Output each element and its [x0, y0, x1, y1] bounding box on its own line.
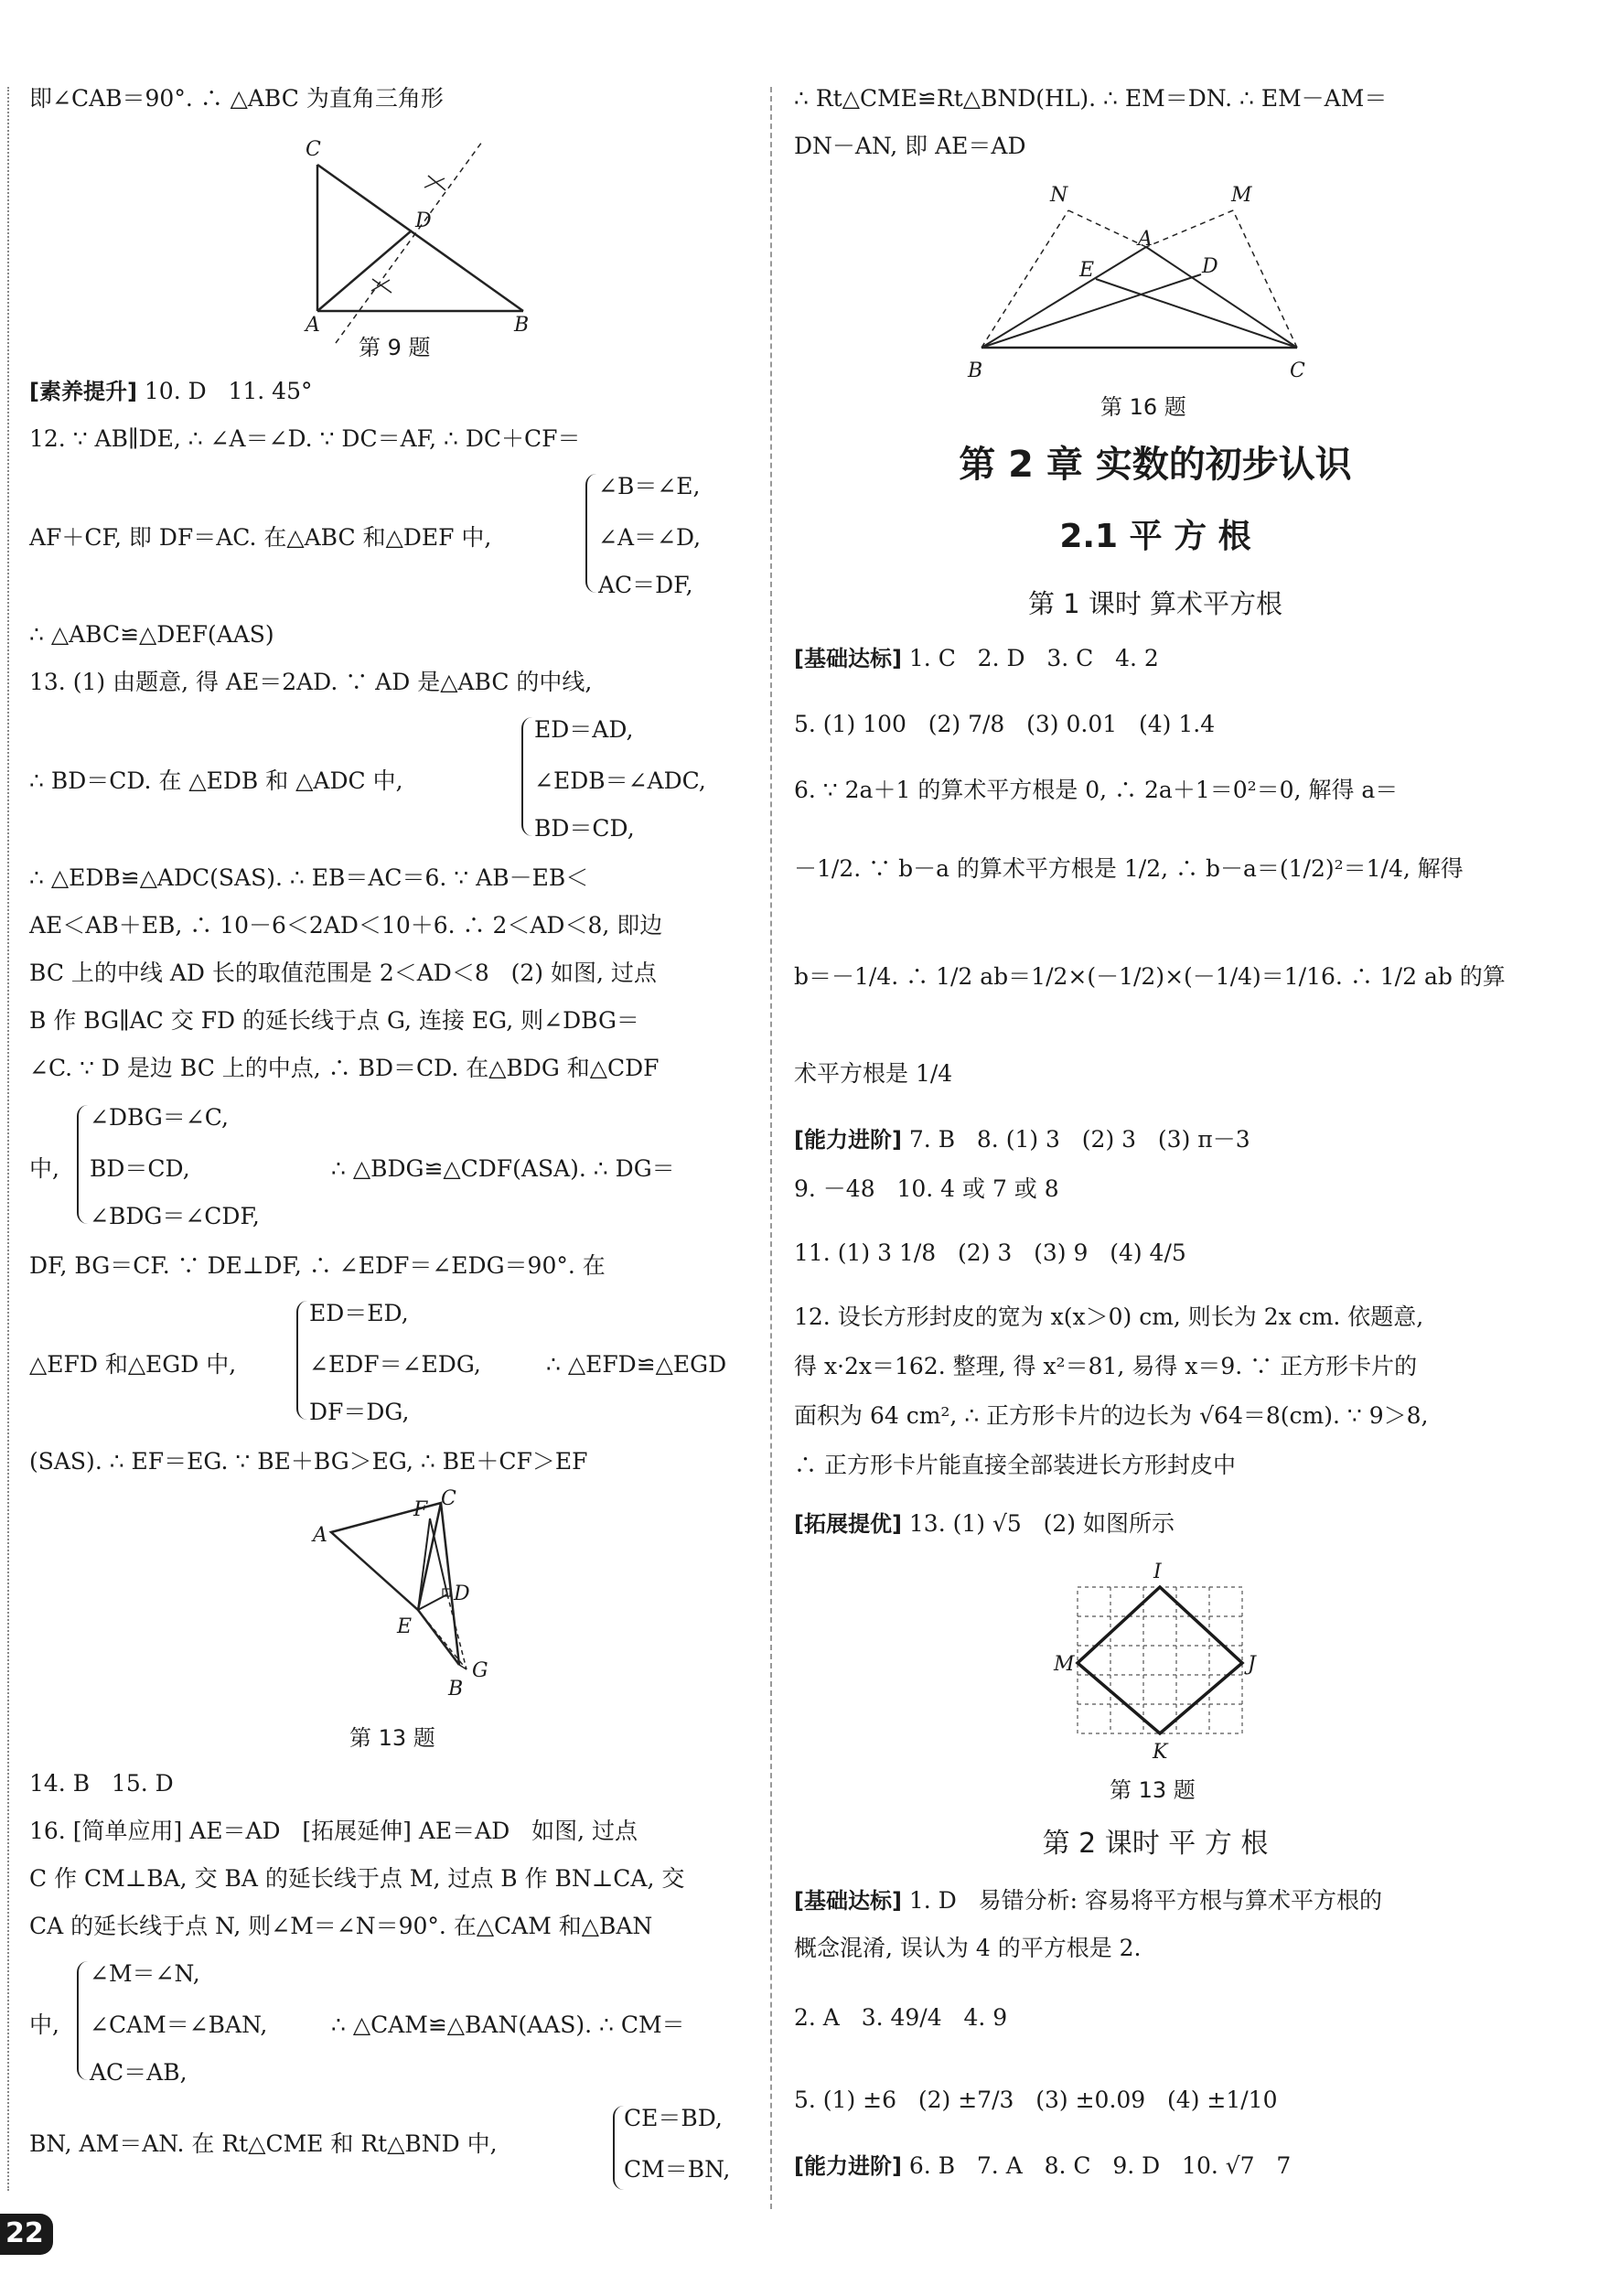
text-line: ∴ △EFD≌△EGD: [546, 1351, 727, 1378]
condition: ∠A＝∠D,: [598, 524, 702, 551]
text-line: (SAS). ∴ EF＝EG. ∵ BE＋BG＞EG, ∴ BE＋CF＞EF: [29, 1448, 588, 1475]
text-line: ∴ △ABC≌△DEF(AAS): [29, 621, 274, 648]
label-a: A: [306, 314, 320, 337]
equation-brace: [585, 474, 596, 593]
condition: ∠CAM＝∠BAN,: [90, 2012, 268, 2038]
text-line: 13. (1) 由题意, 得 AE＝2AD. ∵ AD 是△ABC 的中线,: [29, 669, 593, 695]
label-b: B: [448, 1678, 464, 1697]
text-line: BN, AM＝AN. 在 Rt△CME 和 Rt△BND 中,: [29, 2130, 498, 2157]
text-line: 得 x·2x＝162. 整理, 得 x²＝81, 易得 x＝9. ∵ 正方形卡片的: [794, 1353, 1418, 1379]
label-e: E: [397, 1615, 413, 1638]
label-n: N: [1050, 184, 1068, 207]
left-margin-rule: [7, 87, 9, 2191]
text-line: [794, 2151, 1291, 2181]
condition: DF＝DG,: [309, 1399, 410, 1425]
equation-brace: [613, 2106, 624, 2190]
section-tag: [素养提升]: [29, 379, 137, 404]
text-line: 面积为 64 cm², ∴ 正方形卡片的边长为 √64＝8(cm). ∵ 9＞8,: [794, 1402, 1429, 1429]
figure-13-grid-caption: 第 13 题: [1110, 1777, 1196, 1803]
answers: 13. (1) √5 (2) 如图所示: [908, 1510, 1175, 1537]
section-tag: [基础达标]: [794, 1888, 902, 1914]
text-line: [29, 377, 313, 406]
figure-9-caption: 第 9 题: [359, 335, 431, 360]
text-line: －1/2. ∵ b－a 的算术平方根是 1/2, ∴ b－a＝(1/2)²＝1/4, 解得: [794, 855, 1464, 882]
figure-13: [304, 1486, 523, 1697]
text-line: b＝－1/4. ∴ 1/2 ab＝1/2×(－1/2)×(－1/4)＝1/16. ∴ 1/2 ab 的算: [794, 963, 1506, 990]
label-e: E: [1079, 259, 1095, 282]
label-k: K: [1153, 1741, 1168, 1764]
text-line: BC 上的中线 AD 长的取值范围是 2＜AD＜8 (2) 如图, 过点: [29, 960, 657, 986]
figure-9: [249, 128, 560, 348]
text-line: 术平方根是 1/4: [794, 1060, 953, 1087]
label-d: D: [415, 209, 432, 232]
text-line: ∴ 正方形卡片能直接全部装进长方形封皮中: [794, 1452, 1236, 1478]
label-c: C: [441, 1487, 456, 1510]
label-g: G: [472, 1659, 488, 1682]
label-d: D: [1202, 255, 1218, 278]
condition: AC＝AB,: [90, 2059, 188, 2086]
condition: AC＝DF,: [598, 572, 693, 598]
text-line: 中,: [29, 2012, 59, 2038]
label-b: B: [514, 314, 530, 337]
text-line: 中,: [29, 1155, 59, 1182]
chapter-title: 第 2 章 实数的初步认识: [959, 444, 1352, 486]
text-line: ∴ BD＝CD. 在 △EDB 和 △ADC 中,: [29, 767, 403, 794]
text-line: ∴ △CAM≌△BAN(AAS). ∴ CM＝: [331, 2012, 685, 2038]
text-line: DF, BG＝CF. ∵ DE⊥DF, ∴ ∠EDF＝∠EDG＝90°. 在: [29, 1252, 606, 1279]
text-line: [794, 1125, 1250, 1154]
label-f: F: [413, 1498, 428, 1521]
condition: CE＝BD,: [624, 2105, 723, 2131]
label-a: A: [1138, 228, 1153, 251]
figure-13-grid: [1041, 1555, 1270, 1775]
answers: 1. C 2. D 3. C 4. 2: [908, 645, 1159, 671]
text-line: 9. －48 10. 4 或 7 或 8: [794, 1175, 1059, 1202]
label-m: M: [1231, 184, 1252, 207]
equation-brace: [521, 717, 532, 836]
text-line: AE＜AB＋EB, ∴ 10－6＜2AD＜10＋6. ∴ 2＜AD＜8, 即边: [29, 912, 663, 939]
text-line: [794, 644, 1159, 673]
condition: ∠M＝∠N,: [90, 1960, 200, 1987]
figure-13-caption: 第 13 题: [349, 1725, 435, 1751]
figure-16-caption: 第 16 题: [1100, 394, 1186, 420]
condition: ED＝ED,: [309, 1300, 409, 1326]
answers: 1. D 易错分析: 容易将平方根与算术平方根的: [908, 1887, 1382, 1914]
page-number: 22: [0, 2214, 53, 2255]
condition: ED＝AD,: [534, 716, 634, 743]
text-line: 12. 设长方形封皮的宽为 x(x＞0) cm, 则长为 2x cm. 依题意,: [794, 1304, 1424, 1330]
section-tag: [能力进阶]: [794, 2153, 902, 2179]
text-line: [794, 1509, 1175, 1539]
label-b: B: [968, 359, 983, 382]
text-line: 16. [简单应用] AE＝AD [拓展延伸] AE＝AD 如图, 过点: [29, 1818, 638, 1844]
condition: ∠EDB＝∠ADC,: [534, 767, 706, 794]
text-line: ∴ △EDB≌△ADC(SAS). ∴ EB＝AC＝6. ∵ AB－EB＜: [29, 864, 589, 891]
condition: ∠EDF＝∠EDG,: [309, 1351, 481, 1378]
label-c: C: [1290, 359, 1305, 382]
text-line: C 作 CM⊥BA, 交 BA 的延长线于点 M, 过点 B 作 BN⊥CA, 交: [29, 1865, 685, 1892]
label-a: A: [313, 1524, 327, 1547]
lesson-title: 第 2 课时 平 方 根: [1042, 1828, 1269, 1860]
equation-brace: [77, 1105, 88, 1224]
column-divider: [770, 87, 772, 2209]
section-tag: [基础达标]: [794, 646, 902, 671]
condition: BD＝CD,: [90, 1155, 190, 1182]
lesson-title: 第 1 课时 算术平方根: [1027, 588, 1283, 619]
text-line: AF＋CF, 即 DF＝AC. 在△ABC 和△DEF 中,: [29, 524, 492, 551]
text-line: 12. ∵ AB∥DE, ∴ ∠A＝∠D. ∵ DC＝AF, ∴ DC＋CF＝: [29, 425, 581, 452]
condition: BD＝CD,: [534, 815, 635, 842]
text-line: 14. B 15. D: [29, 1770, 174, 1797]
equation-brace: [77, 1961, 88, 2080]
answers: 10. D 11. 45°: [144, 378, 313, 404]
text-line: 5. (1) ±6 (2) ±7/3 (3) ±0.09 (4) ±1/10: [794, 2087, 1278, 2113]
label-i: I: [1153, 1561, 1162, 1583]
text-line: 5. (1) 100 (2) 7/8 (3) 0.01 (4) 1.4: [794, 711, 1216, 737]
text-line: △EFD 和△EGD 中,: [29, 1351, 237, 1378]
text-line: 概念混淆, 误认为 4 的平方根是 2.: [794, 1935, 1142, 1961]
answers: 6. B 7. A 8. C 9. D 10. √7 7: [908, 2152, 1292, 2179]
section-title: 2.1 平 方 根: [1059, 518, 1251, 555]
condition: ∠B＝∠E,: [598, 473, 701, 499]
text-line: 2. A 3. 49/4 4. 9: [794, 2004, 1008, 2031]
answers: 7. B 8. (1) 3 (2) 3 (3) π－3: [908, 1126, 1250, 1153]
condition: CM＝BN,: [624, 2156, 731, 2183]
text-line: CA 的延长线于点 N, 则∠M＝∠N＝90°. 在△CAM 和△BAN: [29, 1913, 653, 1939]
section-tag: [能力进阶]: [794, 1127, 902, 1153]
text-line: ∴ Rt△CME≌Rt△BND(HL). ∴ EM＝DN. ∴ EM－AM＝: [794, 85, 1388, 112]
condition: ∠BDG＝∠CDF,: [90, 1203, 260, 1229]
condition: ∠DBG＝∠C,: [90, 1104, 229, 1131]
label-c: C: [306, 138, 321, 161]
label-m: M: [1054, 1653, 1075, 1676]
equation-brace: [296, 1301, 307, 1420]
figure-16: [959, 174, 1343, 393]
text-line: 即∠CAB＝90°. ∴ △ABC 为直角三角形: [29, 85, 444, 112]
text-line: 6. ∵ 2a＋1 的算术平方根是 0, ∴ 2a＋1＝0²＝0, 解得 a＝: [794, 777, 1399, 803]
text-line: B 作 BG∥AC 交 FD 的延长线于点 G, 连接 EG, 则∠DBG＝: [29, 1007, 639, 1034]
text-line: [794, 1886, 1382, 1915]
text-line: DN－AN, 即 AE＝AD: [794, 133, 1026, 159]
label-d: D: [454, 1583, 470, 1605]
text-line: 11. (1) 3 1/8 (2) 3 (3) 9 (4) 4/5: [794, 1239, 1186, 1266]
section-tag: [拓展提优]: [794, 1511, 902, 1537]
text-line: ∴ △BDG≌△CDF(ASA). ∴ DG＝: [331, 1155, 675, 1182]
text-line: ∠C. ∵ D 是边 BC 上的中点, ∴ BD＝CD. 在△BDG 和△CDF: [29, 1055, 660, 1081]
label-j: J: [1248, 1653, 1256, 1676]
